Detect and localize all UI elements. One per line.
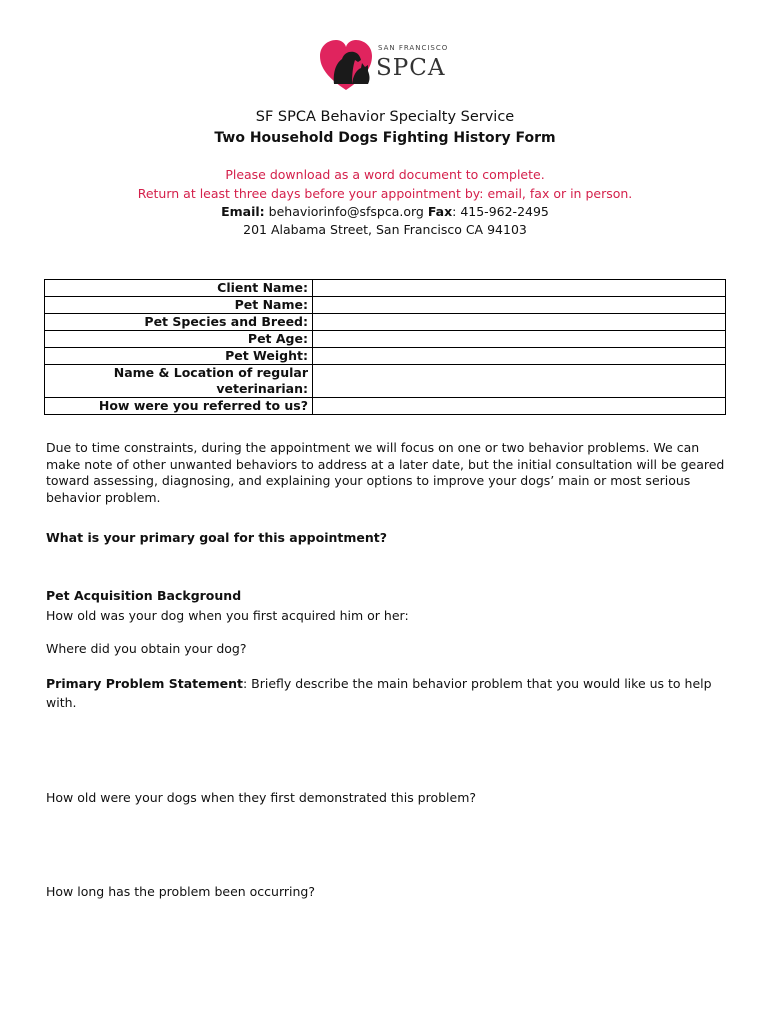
problem-text: : Briefly describe the main behavior problem that you would like us to help with.	[46, 676, 712, 710]
problem-statement	[46, 674, 736, 712]
referral-field[interactable]	[313, 398, 726, 415]
address: 201 Alabama Street, San Francisco CA 94103	[243, 222, 527, 237]
table-row	[45, 314, 726, 331]
pet-species-label: Pet Species and Breed:	[45, 314, 313, 331]
pet-age-label: Pet Age:	[45, 331, 313, 348]
veterinarian-label: Name & Location of regular veterinarian:	[45, 365, 313, 398]
client-name-label: Client Name:	[45, 280, 313, 297]
first-demonstrated-question: How old were your dogs when they first demonstrated this problem?	[46, 790, 477, 805]
referral-label: How were you referred to us?	[45, 398, 313, 415]
table-row	[45, 398, 726, 415]
fax-label: Fax	[427, 204, 453, 219]
acquired-age-question: How old was your dog when you first acquired him or her:	[46, 608, 409, 623]
problem-label: Primary Problem Statement	[46, 676, 243, 691]
form-subtitle: Two Household Dogs Fighting History Form	[214, 130, 556, 146]
email-label: Email:	[221, 204, 265, 219]
acquisition-heading: Pet Acquisition Background	[46, 588, 242, 603]
obtain-question: Where did you obtain your dog?	[46, 641, 247, 656]
return-instruction: Return at least three days before your appointment by: email, fax or in person.	[137, 186, 633, 201]
logo-brand-text: SPCA	[376, 55, 446, 81]
pet-species-field[interactable]	[313, 314, 726, 331]
table-row	[45, 280, 726, 297]
table-row	[45, 348, 726, 365]
veterinarian-field[interactable]	[313, 365, 726, 398]
table-row	[45, 331, 726, 348]
table-row	[45, 365, 726, 398]
client-info-table	[44, 279, 726, 415]
form-title: SF SPCA Behavior Specialty Service	[255, 109, 515, 125]
fax-number: : 415-962-2495	[452, 204, 549, 219]
table-row	[45, 297, 726, 314]
pet-age-field[interactable]	[313, 331, 726, 348]
primary-goal-question: What is your primary goal for this appointment?	[46, 530, 388, 545]
email-link[interactable]: behaviorinfo@sfspca.org	[268, 204, 424, 219]
duration-question: How long has the problem been occurring?	[46, 884, 315, 899]
download-instruction: Please download as a word document to complete.	[225, 167, 545, 182]
pet-weight-label: Pet Weight:	[45, 348, 313, 365]
pet-name-label: Pet Name:	[45, 297, 313, 314]
client-name-field[interactable]	[313, 280, 726, 297]
pet-name-field[interactable]	[313, 297, 726, 314]
pet-weight-field[interactable]	[313, 348, 726, 365]
logo-small-text: SAN FRANCISCO	[378, 44, 449, 52]
contact-line	[0, 204, 770, 219]
intro-paragraph: Due to time constraints, during the appointment we will focus on one or two behavior problems. We can make note of other unwanted behaviors to address at a later date, but the initial consultation will be geared toward assessing, diagnosing, and explaining your options to improve your dogs’ main or most serious behavior problem.	[46, 440, 725, 505]
